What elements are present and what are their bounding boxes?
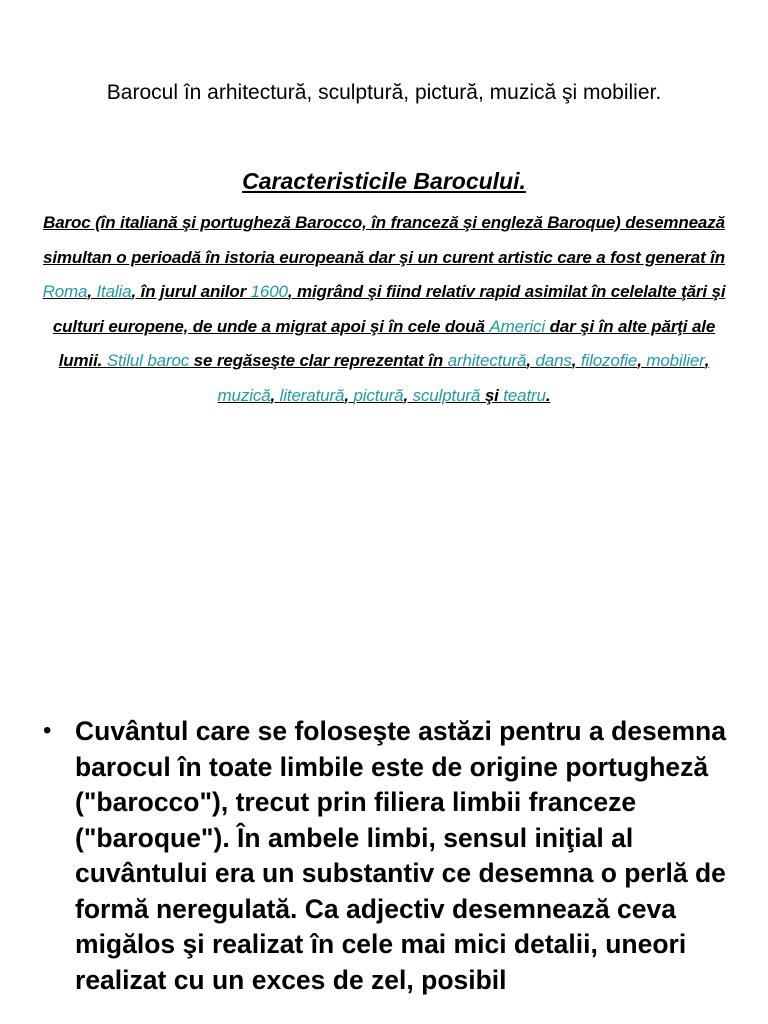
intro-paragraph	[40, 206, 728, 413]
slide-2	[0, 700, 768, 1024]
paragraph-text: , migrând şi fiind relativ rapid asimilat în celelalte ţări şi culturi europene, de unde a migrat apoi şi în cele două	[52, 282, 726, 336]
link-mobilier[interactable]: mobilier	[646, 351, 705, 370]
link-muzica[interactable]: muzică	[217, 385, 271, 405]
paragraph-separator: ,	[270, 385, 280, 405]
paragraph-separator: şi	[480, 385, 504, 405]
paragraph-separator: ,	[571, 351, 581, 370]
link-arhitectura[interactable]: arhitectură	[447, 351, 527, 370]
link-teatru[interactable]: teatru	[503, 385, 546, 405]
link-pictura[interactable]: pictură	[353, 385, 404, 405]
bullet-text: Cuvântul care se foloseşte astăzi pentru a desemna barocul în toate limbile este de origine portugheză ("barocco"), trecut prin filiera limbii franceze ("baroque"). În ambele limbi, sensul iniţial al cuvântului era un substantiv ce desemna o perlă de formă neregulată. Ca adjectiv desemnează ceva migălos şi realizat în cele mai mici detalii, uneori realizat cu un exces de zel, posibil	[75, 716, 726, 995]
paragraph-text: se regăseşte clar reprezentat în	[189, 351, 448, 370]
paragraph-separator: ,	[344, 385, 354, 405]
link-dans[interactable]: dans	[535, 351, 572, 370]
paragraph-text: , în jurul anilor	[131, 282, 251, 301]
paragraph-separator: ,	[637, 351, 647, 370]
slide-1	[0, 0, 768, 470]
link-italia[interactable]: Italia	[96, 282, 132, 301]
link-1600[interactable]: 1600	[250, 282, 288, 301]
paragraph-separator: ,	[403, 385, 413, 405]
bullet-marker: •	[43, 717, 52, 744]
link-americi[interactable]: Americi	[489, 316, 546, 336]
paragraph-separator: ,	[526, 351, 536, 370]
link-stilul-baroc[interactable]: Stilul baroc	[106, 351, 190, 370]
paragraph-text: dar şi în alte părţi ale lumii.	[58, 316, 716, 370]
link-roma[interactable]: Roma	[42, 282, 88, 301]
paragraph-separator: ,	[704, 351, 710, 370]
link-literatura[interactable]: literatură	[279, 385, 345, 405]
link-sculptura[interactable]: sculptură	[412, 385, 481, 405]
section-subtitle: Caracteristicile Barocului.	[242, 168, 526, 194]
paragraph-text: Baroc (în italiană şi portugheză Barocco, în franceză şi engleză Baroque) desemnează simultan o perioadă în istoria europeană dar şi un curent artistic care a fost generat în	[43, 213, 725, 267]
link-filozofie[interactable]: filozofie	[580, 351, 638, 370]
page-title: Barocul în arhitectură, sculptură, pictură, muzică şi mobilier.	[106, 81, 662, 104]
paragraph-separator: ,	[87, 282, 97, 301]
paragraph-end: .	[545, 385, 551, 405]
